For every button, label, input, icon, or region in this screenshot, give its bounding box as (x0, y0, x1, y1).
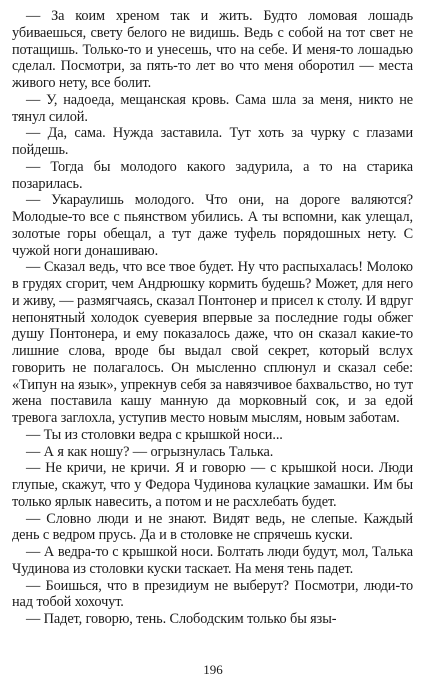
page-number: 196 (203, 662, 223, 677)
paragraph-7: — Ты из столовки ведра с крышкой носи... (26, 426, 283, 443)
paragraph-13: — Падет, говорю, тень. Слободским только бы язы- (26, 611, 337, 627)
paragraph-10: — Словно люди и не знают. Видят ведь, не слепые. Каждый день с ведром прусь. Да и в столовке не спрячешь куски. (12, 510, 413, 544)
paragraph-8: — А я как ношу? — огрызнулась Талька. (26, 443, 274, 460)
paragraph-1: — За коим хреном так и жить. Будто ломовая лошадь убиваешься, свету белого не видишь. Ведь с собой на тот свет не потащишь. Только-то и унесешь, что на себе. И меня-то лошадью сделал. Посмотри, за пять-то лет во что меня оборотил — места живого нету, все болит. (12, 8, 413, 91)
paragraph-4: — Тогда бы молодого какого задурила, а то на старика позарилась. (12, 158, 413, 192)
paragraph-6: — Сказал ведь, что все твое будет. Ну что распыхалась! Молоко в грудях сгорит, чем Андрюшку кормить будешь? Может, для него и живу, — размягчаясь, сказал Понтонер и присел к столу. И вдруг непонятный холодок суеверия впервые за последние годы обжег душу Понтонера, и ему показалось даже, что он сказал какие-то лишние слова, вроде бы выдал свой секрет, который вслух говорить не полагалось. Он мысленно сплюнул и сказал себе: «Типун на язык», упрекнув себя за навязчивое бахвальство, но тут жена поставила кашу манную да морковный сок, и за едой тревога заглохла, уступив место новым мыслям, новым заботам. (12, 259, 413, 426)
paragraph-9: — Не кричи, не кричи. Я и говорю — с крышкой носи. Люди глупые, скажут, что у Федора Чудинова кулацкие замашки. Им бы только ярлык навесить, а потом и не расхлебать будет. (12, 460, 413, 510)
paragraph-2: — У, надоеда, мещанская кровь. Сама шла за меня, никто не тянул силой. (12, 91, 413, 125)
paragraph-3: — Да, сама. Нужда заставила. Тут хоть за чурку с глазами пойдешь. (12, 125, 413, 158)
paragraph-12: — Боишься, что в президиум не выберут? Посмотри, люди-то над тобой хохочут. (12, 577, 413, 611)
paragraph-5: — Укараулишь молодого. Что они, на дороге валяются? Молодые-то все с пьянством убились. А ты вспомни, как улещал, золотые горы обещал, а тут даже туфель порядошных нету. С чужой ноги донашиваю. (12, 192, 413, 259)
book-page (12, 8, 413, 628)
paragraph-11: — А ведра-то с крышкой носи. Болтать люди будут, мол, Талька Чудинова из столовки куски таскает. На меня тень падет. (12, 544, 413, 577)
